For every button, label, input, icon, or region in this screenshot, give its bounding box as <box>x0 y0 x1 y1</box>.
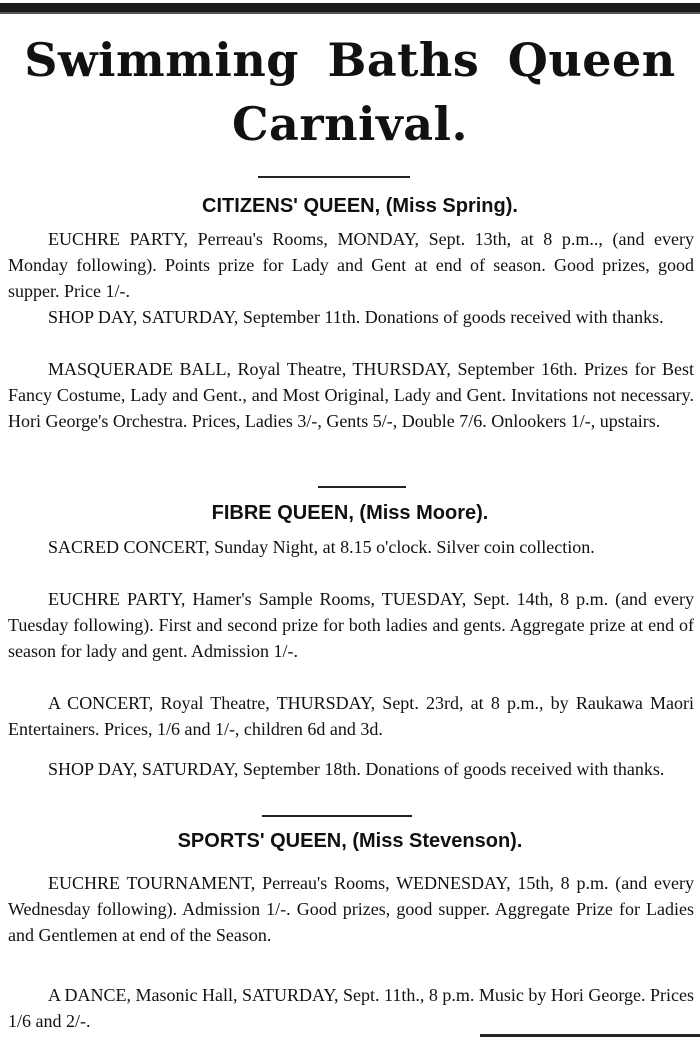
section-heading-sports-queen: SPORTS' QUEEN, (Miss Stevenson). <box>177 830 523 852</box>
paragraph-sacred-concert: SACRED CONCERT, Sunday Night, at 8.15 o'clock. Silver coin collection. <box>48 537 595 557</box>
page-title-line-1: Swimming Baths Queen <box>24 33 676 87</box>
section-heading-fibre-queen: FIBRE QUEEN, (Miss Moore). <box>211 502 489 524</box>
top-border-rule <box>0 3 700 12</box>
page-title-line-2: Carnival. <box>231 97 469 151</box>
paragraph-euchre-party-hamer: EUCHRE PARTY, Hamer's Sample Rooms, TUESDAY, Sept. 14th, 8 p.m. (and every Tuesday following). First and second prize for both ladies and gents. Aggregate prize at end of season for lady and gent. Admission 1/-. <box>8 589 694 661</box>
section-heading-citizens-queen: CITIZENS' QUEEN, (Miss Spring). <box>202 195 518 217</box>
paragraph-concert-royal-theatre: A CONCERT, Royal Theatre, THURSDAY, Sept. 23rd, at 8 p.m., by Raukawa Maori Entertainers. Prices, 1/6 and 1/-, children 6d and 3d. <box>8 693 694 739</box>
paragraph-shop-day-sept-18: SHOP DAY, SATURDAY, September 18th. Donations of goods received with thanks. <box>48 759 665 779</box>
paragraph-euchre-party-perreau: EUCHRE PARTY, Perreau's Rooms, MONDAY, Sept. 13th, at 8 p.m.., (and every Monday following). Points prize for Lady and Gent at end of season. Good prizes, good supper. Price 1/-. <box>8 229 694 301</box>
section-divider <box>258 176 410 178</box>
paragraph-euchre-tournament: EUCHRE TOURNAMENT, Perreau's Rooms, WEDNESDAY, 15th, 8 p.m. (and every Wednesday following). Admission 1/-. Good prizes, good supper. Aggregate Prize for Ladies and Gentlemen at end of the Season. <box>8 873 694 945</box>
paragraph-dance-masonic-hall: A DANCE, Masonic Hall, SATURDAY, Sept. 11th., 8 p.m. Music by Hori George. Prices 1/6 and 2/-. <box>8 985 694 1031</box>
paragraph-masquerade-ball: MASQUERADE BALL, Royal Theatre, THURSDAY, September 16th. Prizes for Best Fancy Costume, Lady and Gent., and Most Original, Lady and Gent. Invitations not necessary. Hori George's Orchestra. Prices, Ladies 3/-, Gents 5/-, Double 7/6. Onlookers 1/-, upstairs. <box>8 359 694 431</box>
section-divider <box>318 486 406 488</box>
paragraph-shop-day-sept-11: SHOP DAY, SATURDAY, September 11th. Donations of goods received with thanks. <box>48 307 664 327</box>
section-divider <box>262 815 412 817</box>
bottom-border-rule <box>480 1034 700 1037</box>
